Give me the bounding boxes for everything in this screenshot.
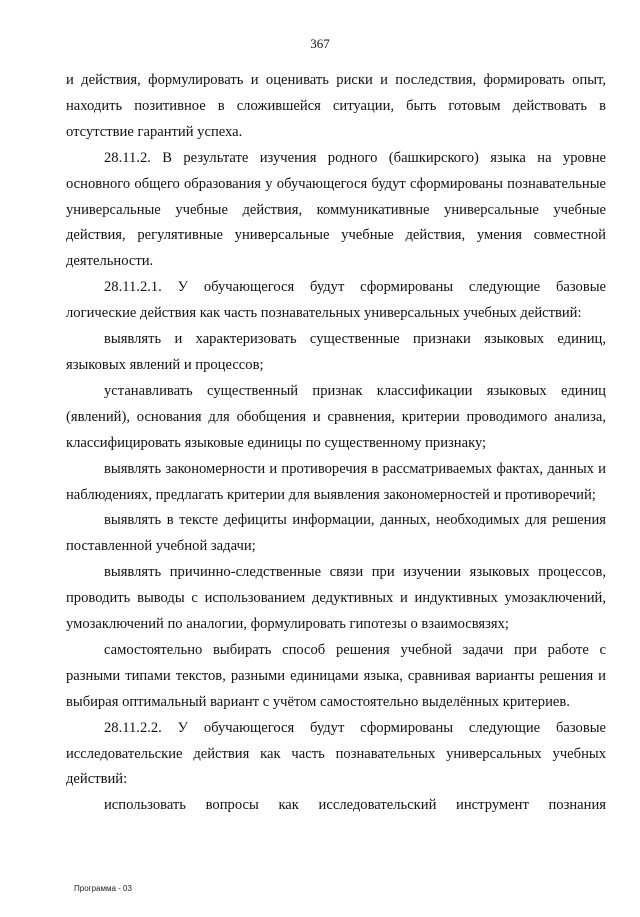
paragraph: выявлять причинно-следственные связи при изучении языковых процессов, проводить выводы с использованием дедуктивных и индуктивных умозаключений, умозаключений по аналогии, формулировать гипотезы о взаимосвязях; [66,564,606,633]
page-number: 367 [310,36,330,51]
document-body [66,68,606,819]
paragraph: устанавливать существенный признак классификации языковых единиц (явлений), основания для обобщения и сравнения, критерии проводимого анализа, классифицировать языковые единицы по существенному признаку; [66,382,606,451]
paragraph: 28.11.2. В результате изучения родного (башкирского) языка на уровне основного общего образования у обучающегося будут сформированы познавательные универсальные учебные действия, коммуникативные универсальные учебные действия, регулятивные универсальные учебные действия, умения совместной деятельности. [66,149,606,270]
paragraph: и действия, формулировать и оценивать риски и последствия, формировать опыт, находить позитивное в сложившейся ситуации, быть готовым действовать в отсутствие гарантий успеха. [66,72,606,140]
paragraph: использовать вопросы как исследовательский инструмент познания [104,797,606,814]
footer-label: Программа - 03 [74,884,132,893]
paragraph: выявлять закономерности и противоречия в рассматриваемых фактах, данных и наблюдениях, предлагать критерии для выявления закономерностей и противоречий; [66,460,606,503]
paragraph: самостоятельно выбирать способ решения учебной задачи при работе с разными типами текстов, разными единицами языка, сравнивая варианты решения и выбирая оптимальный вариант с учётом самостоятельно выделённых критериев. [66,641,606,710]
paragraph: 28.11.2.1. У обучающегося будут сформированы следующие базовые логические действия как часть познавательных универсальных учебных действий: [66,279,606,322]
paragraph: выявлять и характеризовать существенные признаки языковых единиц, языковых явлений и процессов; [66,331,606,373]
paragraph: 28.11.2.2. У обучающегося будут сформированы следующие базовые исследовательские действия как часть познавательных универсальных учебных действий: [66,719,606,788]
paragraph: выявлять в тексте дефициты информации, данных, необходимых для решения поставленной учебной задачи; [66,512,606,555]
